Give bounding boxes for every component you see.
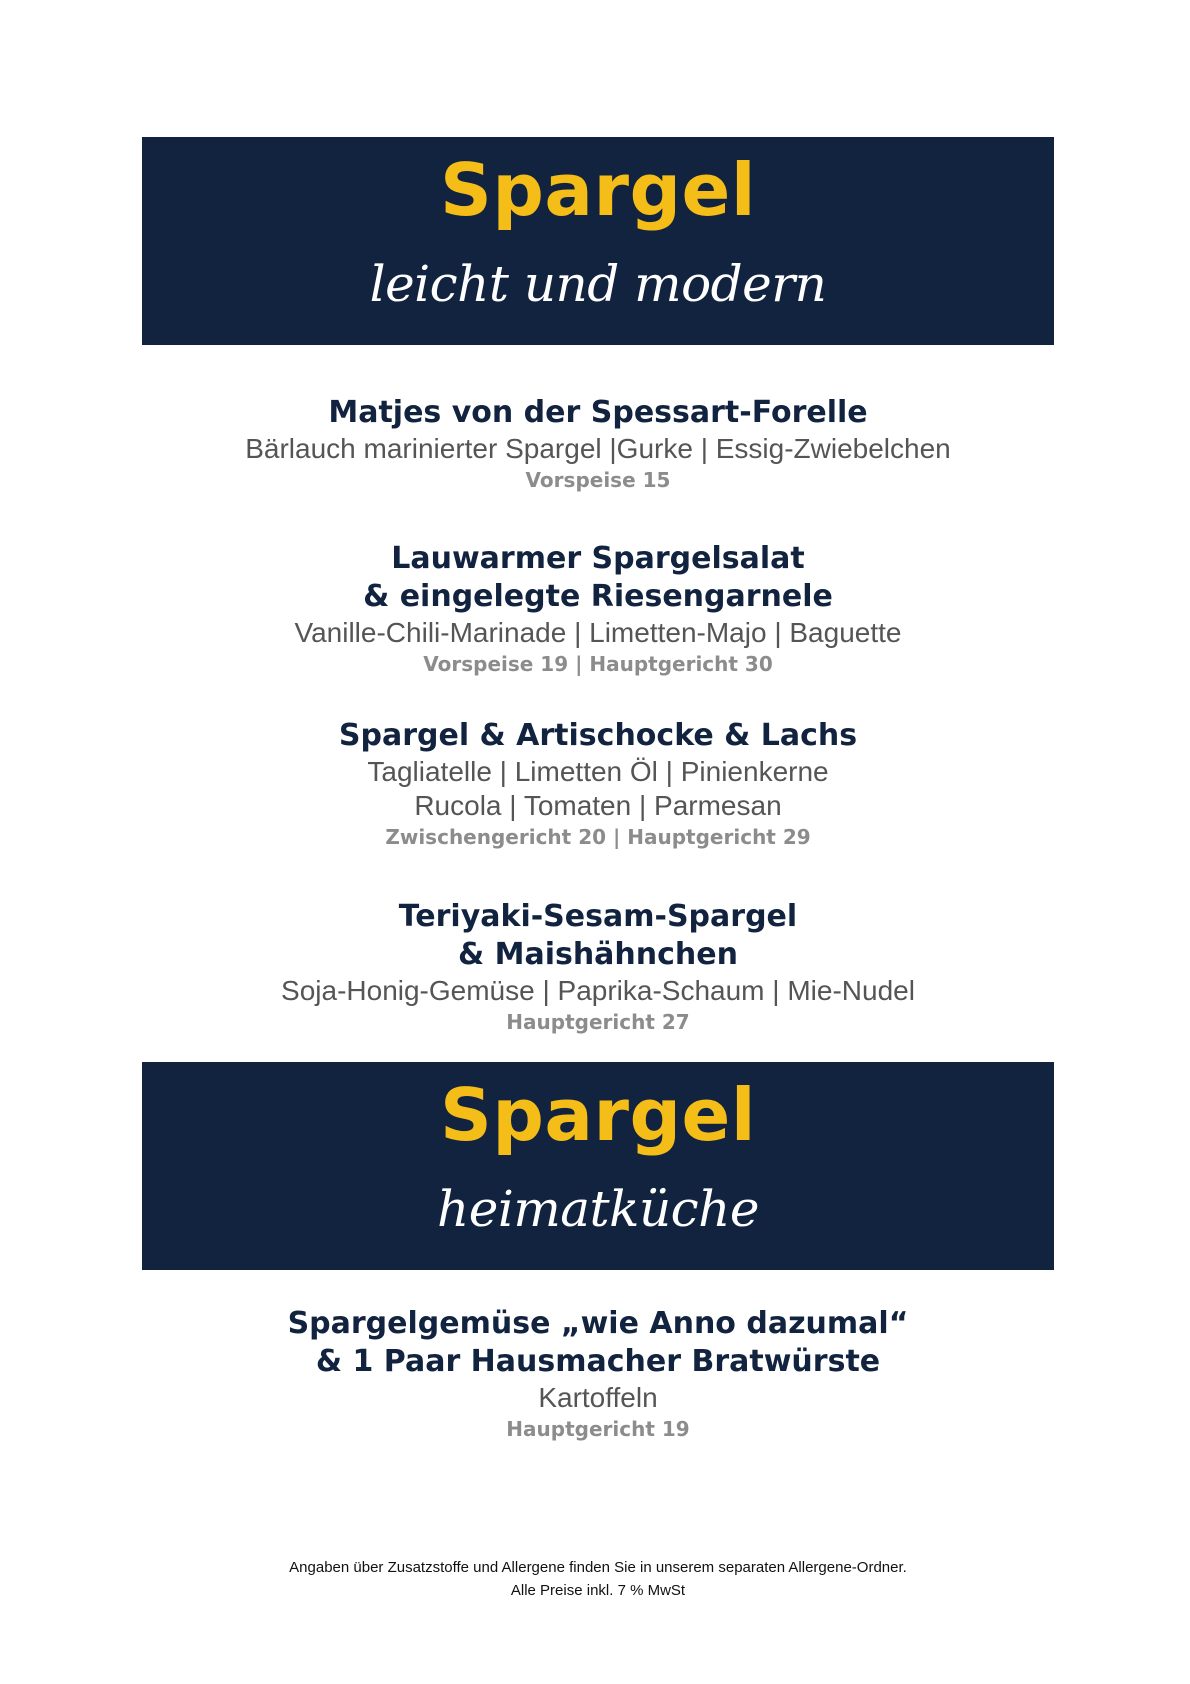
banner-subtitle: leicht und modern [369,255,827,313]
dish-price: Hauptgericht 19 [506,1417,690,1441]
dish-name: Teriyaki-Sesam-Spargel [398,899,798,934]
menu-item [142,1305,1054,1443]
dish-description: Bärlauch marinierter Spargel |Gurke | Essig-Zwiebelchen [245,433,951,464]
menu-item [142,394,1054,494]
footer-note [142,1556,1054,1602]
dish-name: & eingelegte Riesengarnele [363,579,833,614]
menu-item [142,898,1054,1036]
dish-description: Kartoffeln [538,1382,658,1413]
dish-name: Matjes von der Spessart-Forelle [328,395,868,430]
dish-description: Tagliatelle | Limetten Öl | Pinienkerne [367,756,829,787]
dish-price: Zwischengericht 20 | Hauptgericht 29 [385,825,811,849]
dish-price: Vorspeise 15 [525,468,671,492]
dish-name: & Maishähnchen [457,937,738,972]
menu-item [142,717,1054,851]
dish-price: Hauptgericht 27 [506,1010,690,1034]
dish-name: Spargel & Artischocke & Lachs [338,718,858,753]
dish-name: Spargelgemüse „wie Anno dazumal“ [287,1306,909,1341]
dish-description: Rucola | Tomaten | Parmesan [414,790,782,821]
dish-name: Lauwarmer Spargelsalat [391,541,805,576]
dish-description: Soja-Honig-Gemüse | Paprika-Schaum | Mie-Nudel [281,975,915,1006]
banner-title: Spargel [439,148,757,232]
banner-title: Spargel [439,1073,757,1157]
section-banner-heimatkueche [142,1062,1054,1270]
vat-note: Alle Preise inkl. 7 % MwSt [510,1582,686,1599]
dish-name: & 1 Paar Hausmacher Bratwürste [315,1344,881,1379]
dish-description: Vanille-Chili-Marinade | Limetten-Majo | Baguette [294,617,902,648]
dish-price: Vorspeise 19 | Hauptgericht 30 [423,652,773,676]
allergen-note: Angaben über Zusatzstoffe und Allergene finden Sie in unserem separaten Allergene-Ordner. [289,1559,907,1576]
section-banner-leicht-und-modern [142,137,1054,345]
menu-item [142,540,1054,678]
banner-subtitle: heimatküche [437,1180,759,1238]
